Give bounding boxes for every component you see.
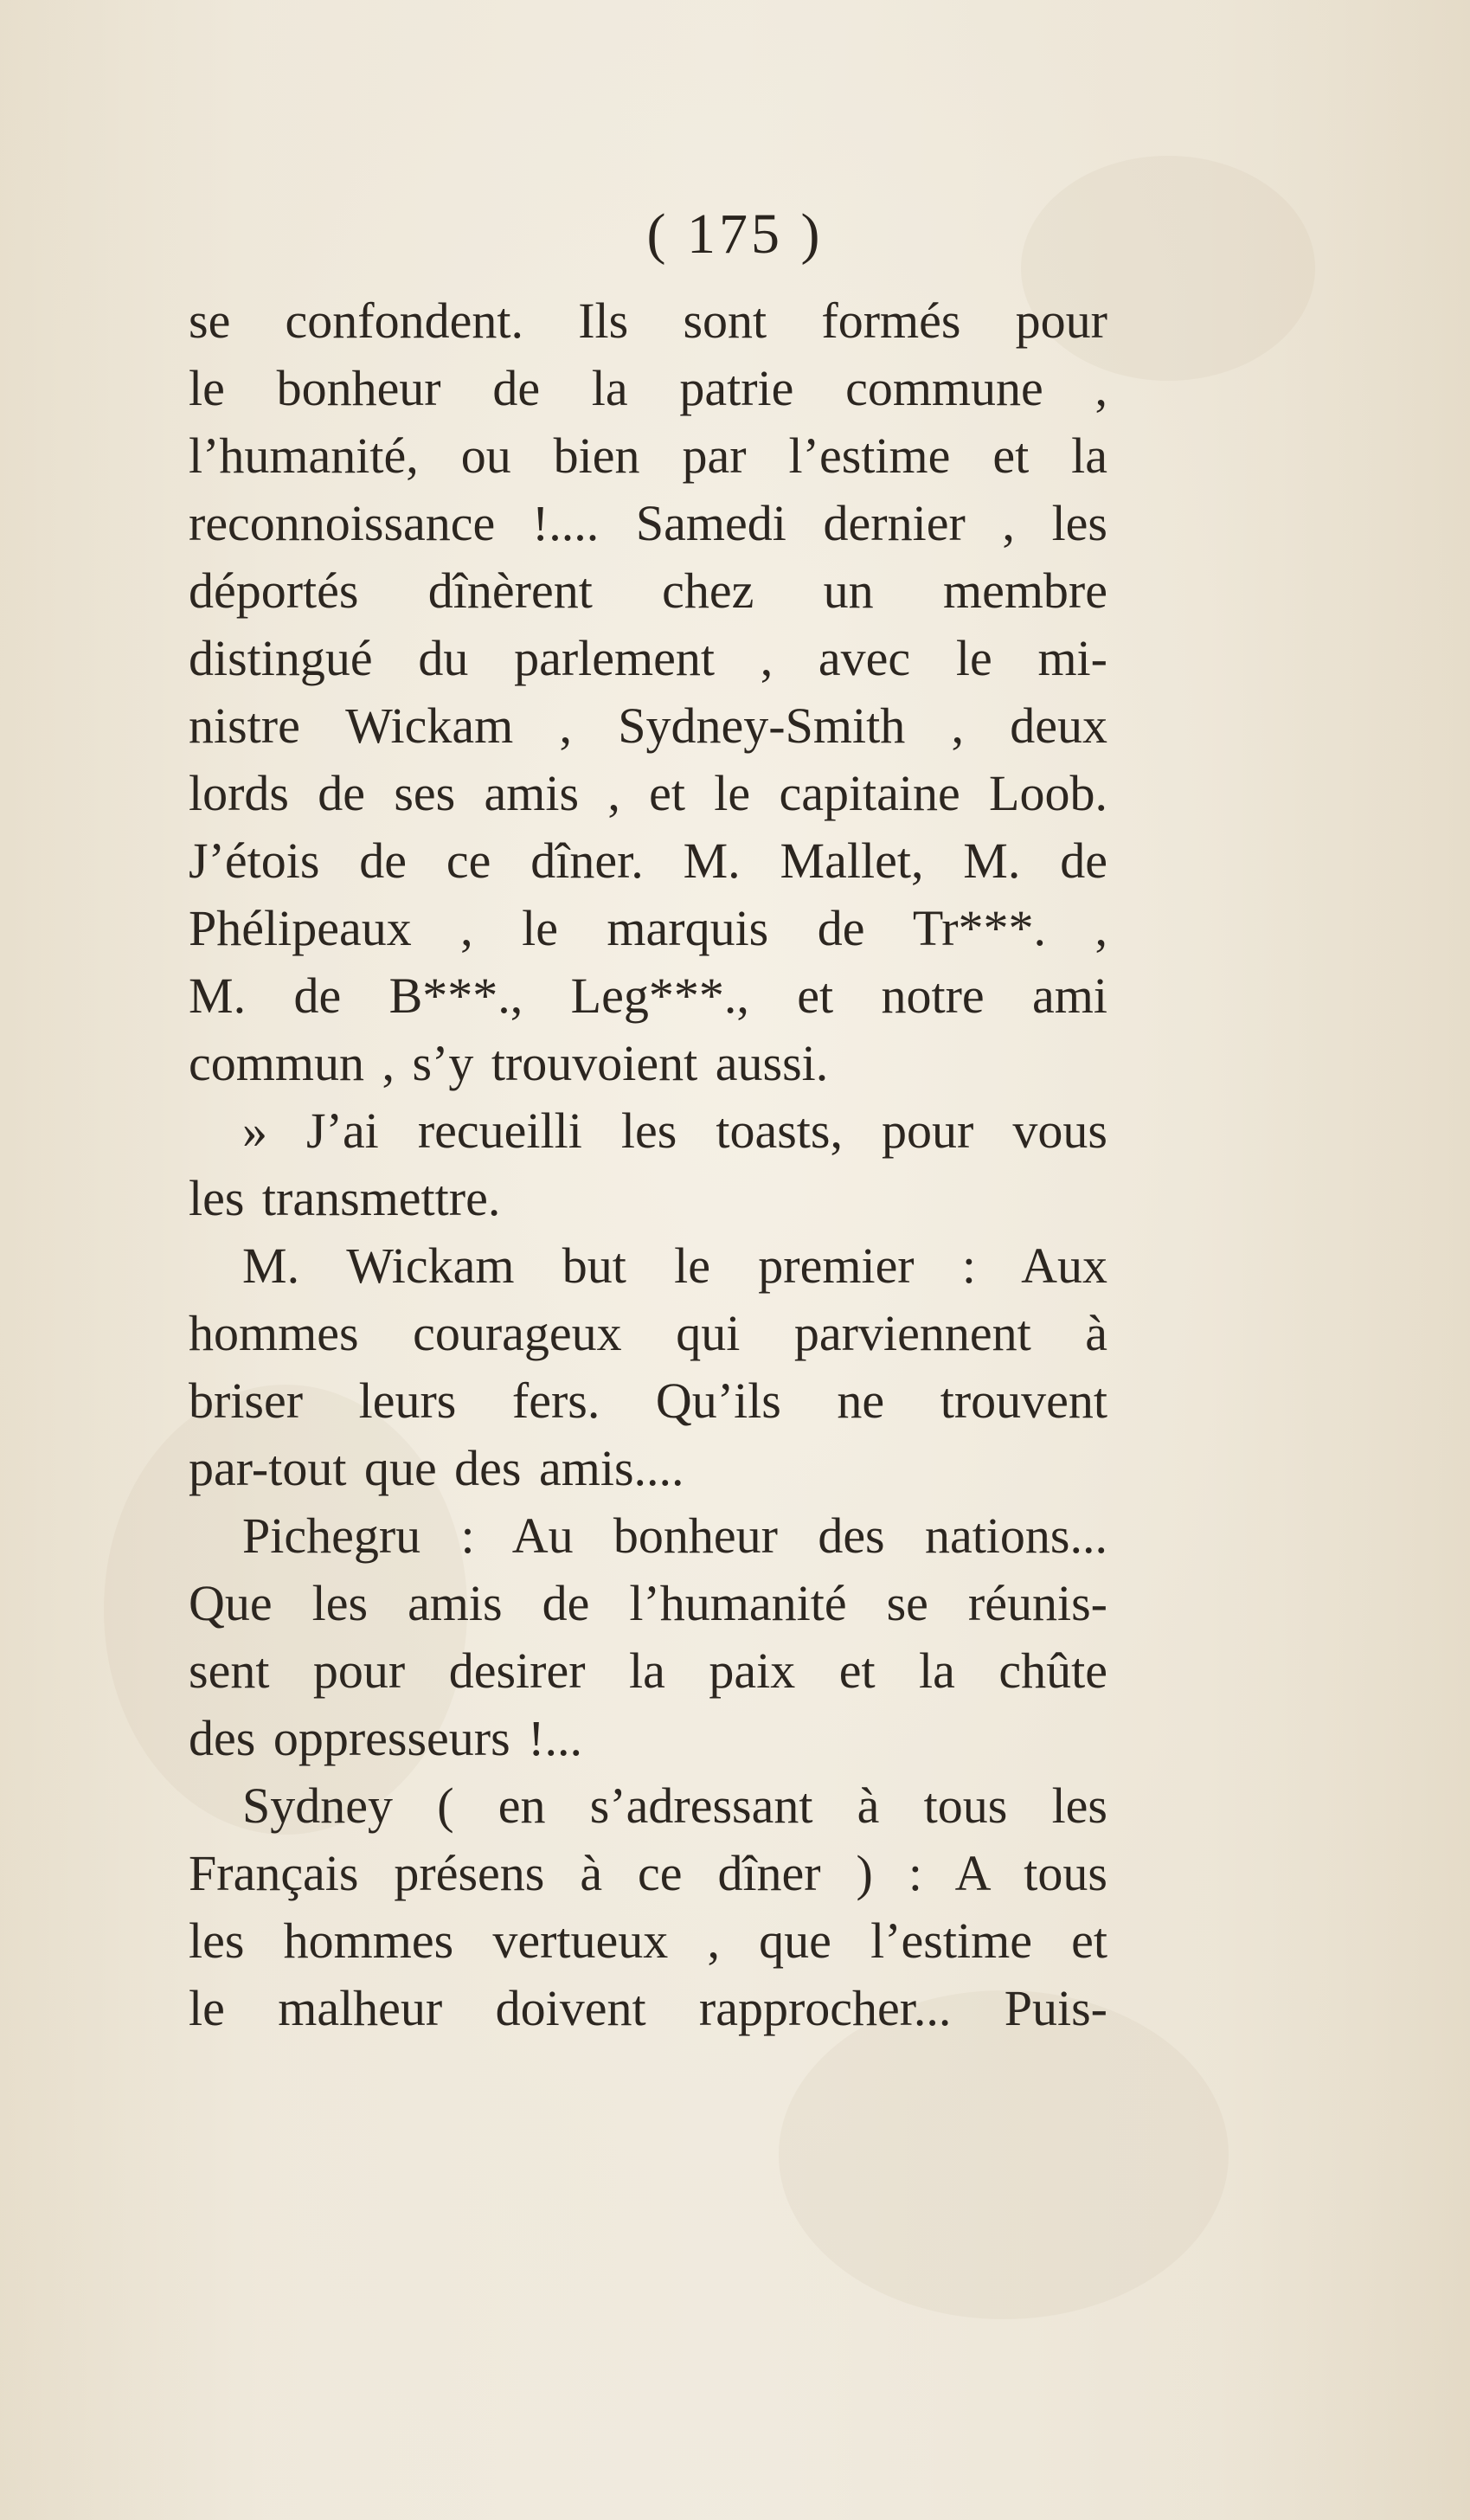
text-line: les hommes vertueux , que l’estime et — [189, 1912, 1107, 1969]
text-line: déportés dînèrent chez un membre — [189, 562, 1107, 619]
text-line: Sydney ( en s’adressant à tous les — [242, 1778, 1107, 1834]
text-line: Pichegru : Au bonheur des nations... — [242, 1508, 1107, 1564]
text-line: M. Wickam but le premier : Aux — [242, 1238, 1107, 1294]
text-line: nistre Wickam , Sydney-Smith , deux — [189, 698, 1107, 754]
text-line: se confondent. Ils sont formés pour — [189, 292, 1107, 349]
page-number: ( 175 ) — [646, 202, 824, 266]
text-line: distingué du parlement , avec le mi- — [189, 630, 1107, 686]
text-line: par-tout que des amis.... — [189, 1440, 684, 1496]
text-line: des oppresseurs !... — [189, 1710, 582, 1766]
text-line: les transmettre. — [189, 1170, 501, 1226]
text-line: l’humanité, ou bien par l’estime et la — [189, 428, 1107, 484]
text-line: briser leurs fers. Qu’ils ne trouvent — [189, 1372, 1107, 1429]
text-line: le bonheur de la patrie commune , — [189, 360, 1107, 416]
text-line: Phélipeaux , le marquis de Tr***. , — [189, 900, 1107, 956]
body-text — [189, 287, 1107, 2042]
text-line: » J’ai recueilli les toasts, pour vous — [242, 1102, 1107, 1159]
text-line: Français présens à ce dîner ) : A tous — [189, 1845, 1107, 1901]
text-line: J’étois de ce dîner. M. Mallet, M. de — [189, 832, 1107, 889]
text-line: commun , s’y trouvoient aussi. — [189, 1035, 829, 1091]
text-line: le malheur doivent rapprocher... Puis- — [189, 1980, 1107, 2036]
text-line: lords de ses amis , et le capitaine Loob. — [189, 765, 1107, 821]
text-line: hommes courageux qui parviennent à — [189, 1305, 1107, 1361]
text-line: Que les amis de l’humanité se réunis- — [189, 1575, 1107, 1631]
text-line: sent pour desirer la paix et la chûte — [189, 1642, 1107, 1699]
text-line: reconnoissance !.... Samedi dernier , les — [189, 495, 1107, 551]
text-line: M. de B***., Leg***., et notre ami — [189, 968, 1107, 1024]
